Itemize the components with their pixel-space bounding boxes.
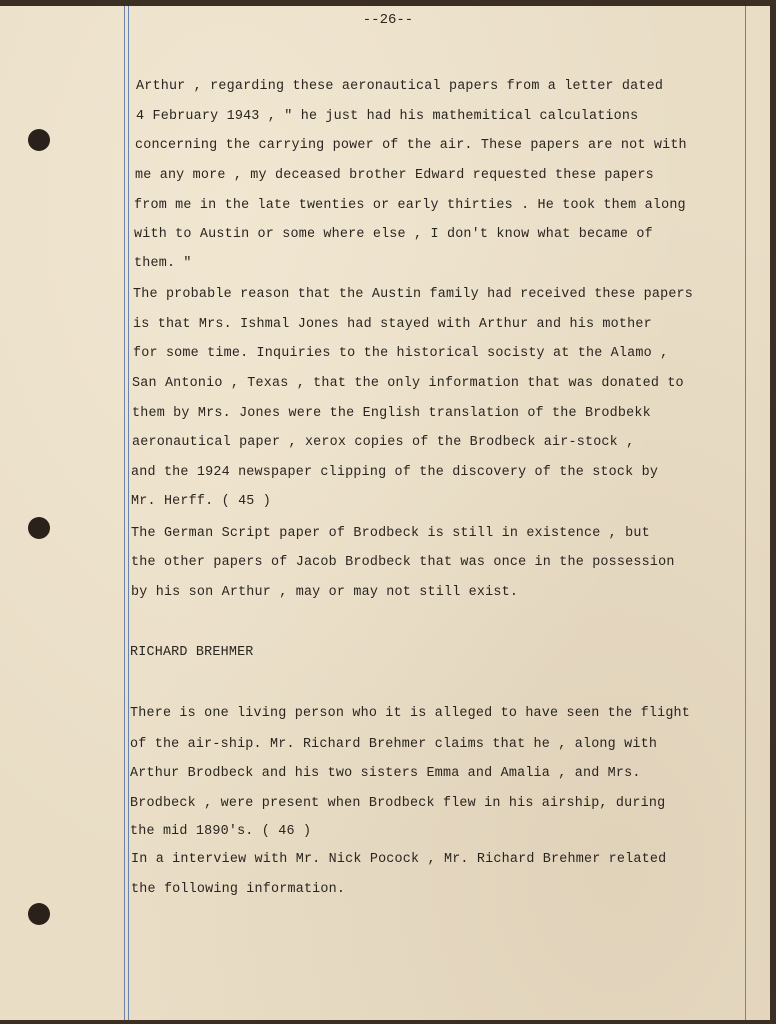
binder-hole-top — [28, 129, 50, 151]
text-line: by his son Arthur , may or may not still exist. — [131, 585, 519, 600]
text-line: me any more , my deceased brother Edward requested these papers — [135, 168, 654, 183]
text-line: for some time. Inquiries to the historical socisty at the Alamo , — [133, 346, 669, 361]
text-line: from me in the late twenties or early thirties . He took them along — [134, 198, 686, 213]
typed-page — [0, 6, 770, 1020]
text-line: The German Script paper of Brodbeck is still in existence , but — [131, 526, 650, 541]
binder-hole-bottom — [28, 903, 50, 925]
left-margin-rule — [124, 6, 125, 1020]
text-line: aeronautical paper , xerox copies of the Brodbeck air-stock , — [132, 435, 635, 450]
text-line: and the 1924 newspaper clipping of the discovery of the stock by — [131, 465, 659, 480]
text-line: is that Mrs. Ishmal Jones had stayed with Arthur and his mother — [133, 317, 652, 332]
text-line: of the air-ship. Mr. Richard Brehmer claims that he , along with — [130, 737, 658, 752]
text-line: The probable reason that the Austin family had received these papers — [133, 287, 694, 302]
text-line: concerning the carrying power of the air. These papers are not with — [135, 138, 687, 153]
section-heading: RICHARD BREHMER — [130, 645, 254, 660]
page-number: --26-- — [362, 12, 414, 28]
text-line: San Antonio , Texas , that the only information that was donated to — [132, 376, 684, 391]
text-line: Brodbeck , were present when Brodbeck flew in his airship, during — [130, 796, 666, 811]
text-line: them. " — [134, 256, 192, 271]
text-line: Arthur Brodbeck and his two sisters Emma and Amalia , and Mrs. — [130, 766, 641, 781]
left-margin-rule-inner — [128, 6, 129, 1020]
text-line: the following information. — [131, 882, 346, 897]
right-margin-rule — [745, 6, 746, 1020]
binder-hole-middle — [28, 517, 50, 539]
text-line: 4 February 1943 , " he just had his mathemitical calculations — [136, 109, 639, 124]
text-line: In a interview with Mr. Nick Pocock , Mr. Richard Brehmer related — [131, 852, 667, 867]
text-line: with to Austin or some where else , I don't know what became of — [134, 227, 653, 242]
text-line: There is one living person who it is alleged to have seen the flight — [130, 706, 691, 721]
text-line: Mr. Herff. ( 45 ) — [131, 494, 272, 509]
text-line: them by Mrs. Jones were the English translation of the Brodbekk — [132, 406, 651, 421]
text-line: the mid 1890's. ( 46 ) — [130, 824, 312, 839]
text-line: the other papers of Jacob Brodbeck that was once in the possession — [131, 555, 675, 570]
text-line: Arthur , regarding these aeronautical papers from a letter dated — [136, 79, 664, 94]
